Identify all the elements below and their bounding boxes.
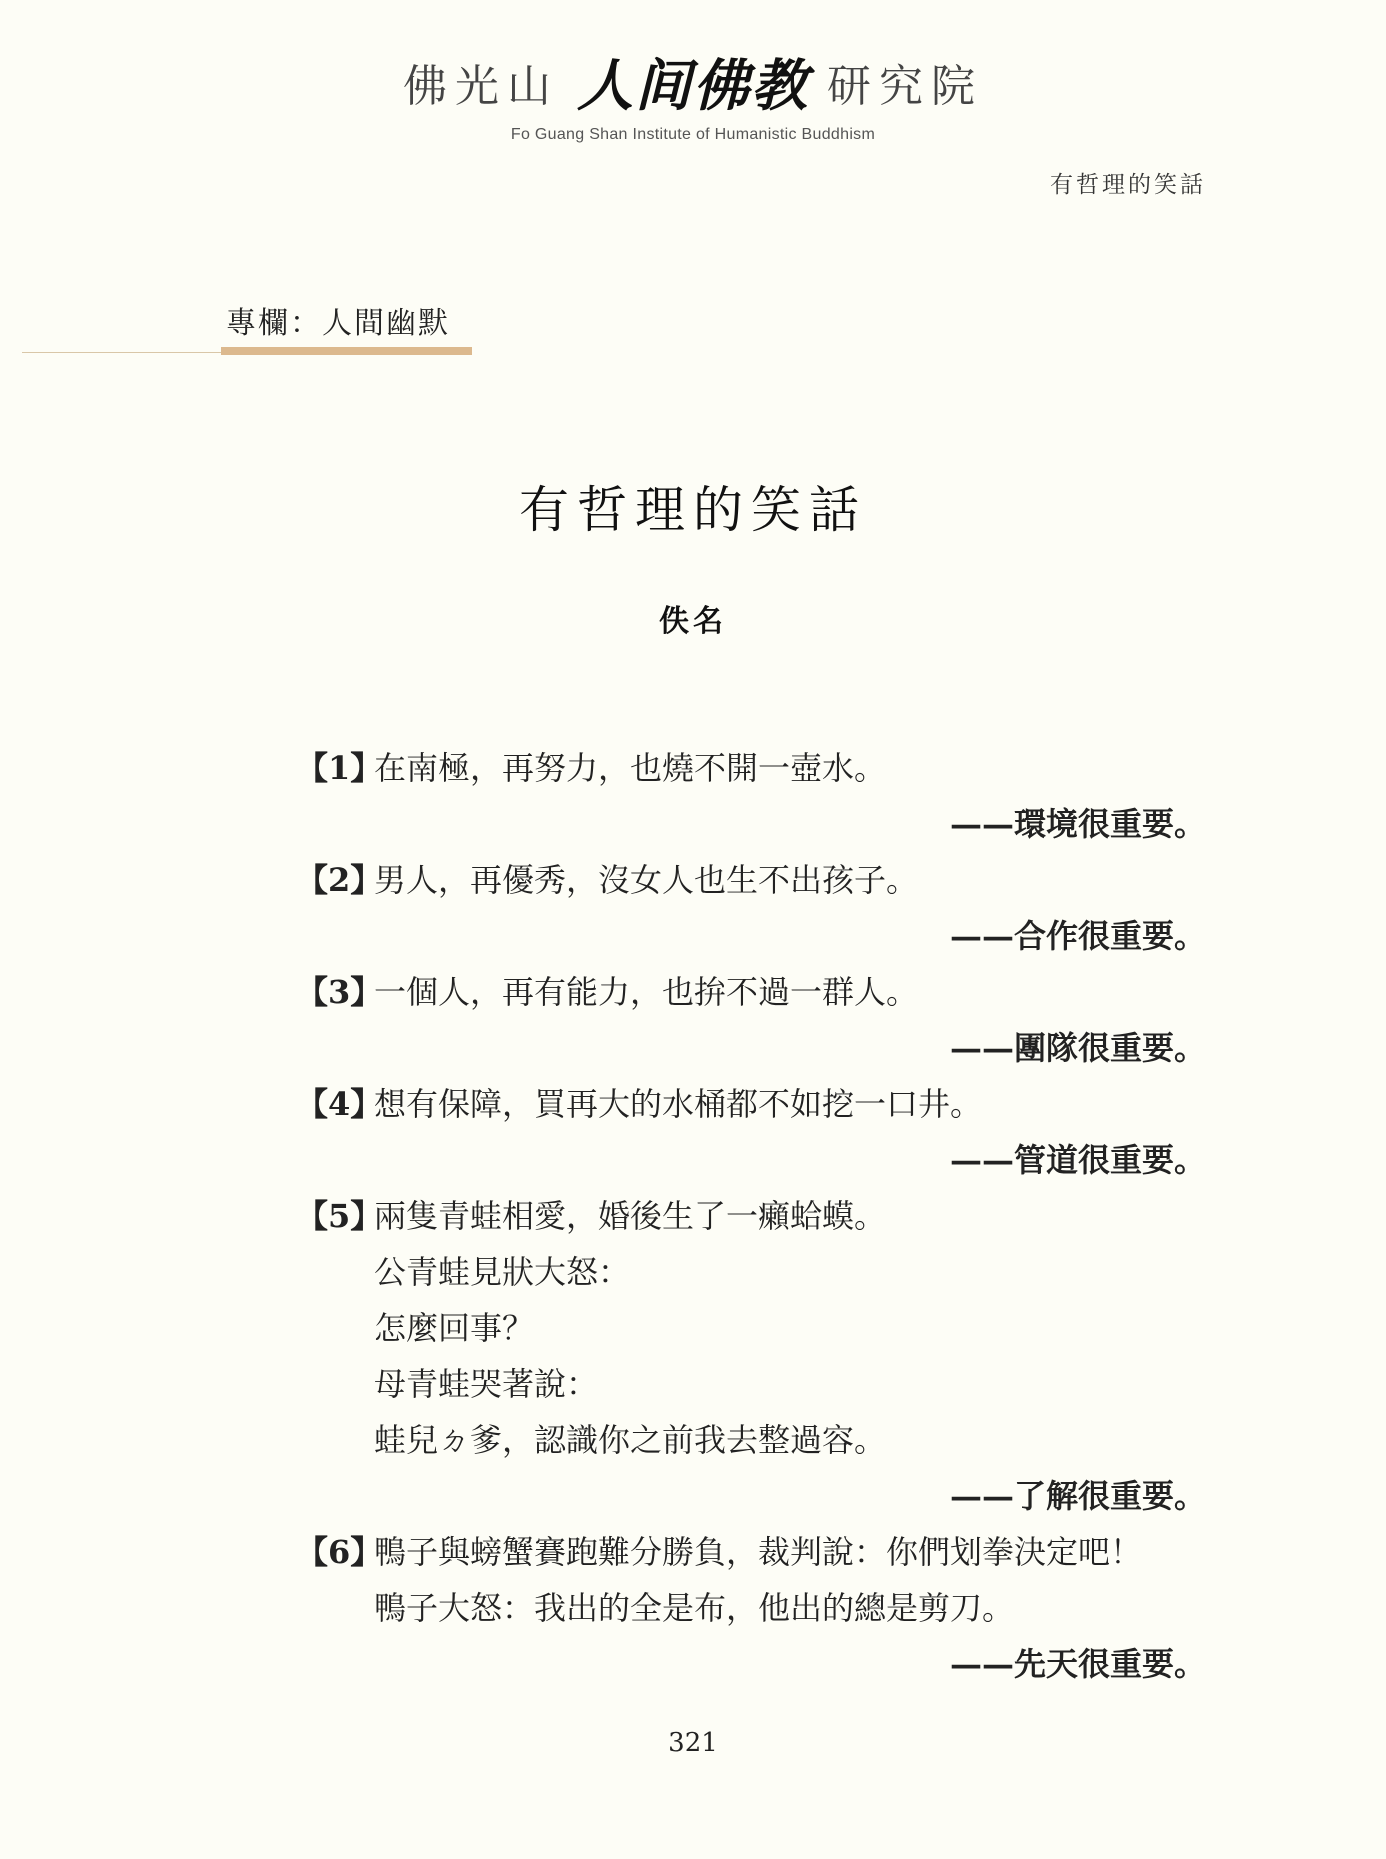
joke-number: 【5】 xyxy=(296,1197,383,1235)
article-title: 有哲理的笑話 xyxy=(519,481,867,539)
joke-first-line xyxy=(296,852,1206,908)
joke-text: 一個人，再有能力，也拚不過一群人。 xyxy=(374,973,919,1011)
logo-left-text: 佛光山 xyxy=(403,61,559,112)
joke-entry-2 xyxy=(296,852,1206,964)
logo-brush-text: 人间佛教 xyxy=(577,53,809,119)
joke-moral: ——先天很重要。 xyxy=(949,1645,1206,1683)
joke-number: 【3】 xyxy=(296,973,383,1011)
joke-number: 【4】 xyxy=(296,1085,383,1123)
institute-logo xyxy=(0,42,1386,144)
joke-continuation-line: 鴨子大怒：我出的全是布，他出的總是剪刀。 xyxy=(374,1589,1015,1627)
joke-number: 【1】 xyxy=(296,749,383,787)
joke-moral: ——管道很重要。 xyxy=(949,1141,1206,1179)
joke-entry-4 xyxy=(296,1076,1206,1188)
joke-continuation-line: 怎麼回事？ xyxy=(374,1309,535,1347)
joke-text: 想有保障，買再大的水桶都不如挖一口井。 xyxy=(374,1085,983,1123)
joke-continuation-line: 母青蛙哭著說： xyxy=(374,1365,599,1403)
joke-first-line xyxy=(296,1076,1206,1132)
joke-text: 鴨子與螃蟹賽跑難分勝負，裁判說：你們划拳決定吧！ xyxy=(374,1533,1143,1571)
logo-subtitle: Fo Guang Shan Institute of Humanistic Buddhism xyxy=(510,126,876,143)
joke-entry-6 xyxy=(296,1524,1206,1692)
joke-text: 在南極，再努力，也燒不開一壺水。 xyxy=(374,749,887,787)
joke-first-line xyxy=(296,1524,1206,1580)
page-number: 321 xyxy=(668,1728,718,1758)
joke-moral: ——環境很重要。 xyxy=(949,805,1206,843)
joke-entry-3 xyxy=(296,964,1206,1076)
joke-first-line xyxy=(296,964,1206,1020)
joke-text: 兩隻青蛙相愛，婚後生了一癩蛤蟆。 xyxy=(374,1197,887,1235)
joke-continuation-line: 公青蛙見狀大怒： xyxy=(374,1253,631,1291)
article-author: 佚名 xyxy=(659,604,727,639)
joke-number: 【2】 xyxy=(296,861,383,899)
joke-text: 男人，再優秀，沒女人也生不出孩子。 xyxy=(374,861,919,899)
joke-entry-1 xyxy=(296,740,1206,852)
joke-number: 【6】 xyxy=(296,1533,383,1571)
column-underline-bar xyxy=(221,347,472,355)
logo-wordmark xyxy=(403,42,983,122)
joke-continuation-line: 蛙兒ㄉ爹，認識你之前我去整過容。 xyxy=(374,1421,887,1459)
joke-first-line xyxy=(296,1188,1206,1244)
logo-right-text: 研究院 xyxy=(827,61,983,112)
joke-list xyxy=(296,740,1206,1692)
joke-moral: ——了解很重要。 xyxy=(949,1477,1206,1515)
joke-moral: ——團隊很重要。 xyxy=(949,1029,1206,1067)
joke-entry-5 xyxy=(296,1188,1206,1524)
running-title: 有哲理的笑話 xyxy=(1050,172,1206,198)
joke-moral: ——合作很重要。 xyxy=(949,917,1206,955)
joke-first-line xyxy=(296,740,1206,796)
column-label: 專欄：人間幽默 xyxy=(226,306,450,341)
